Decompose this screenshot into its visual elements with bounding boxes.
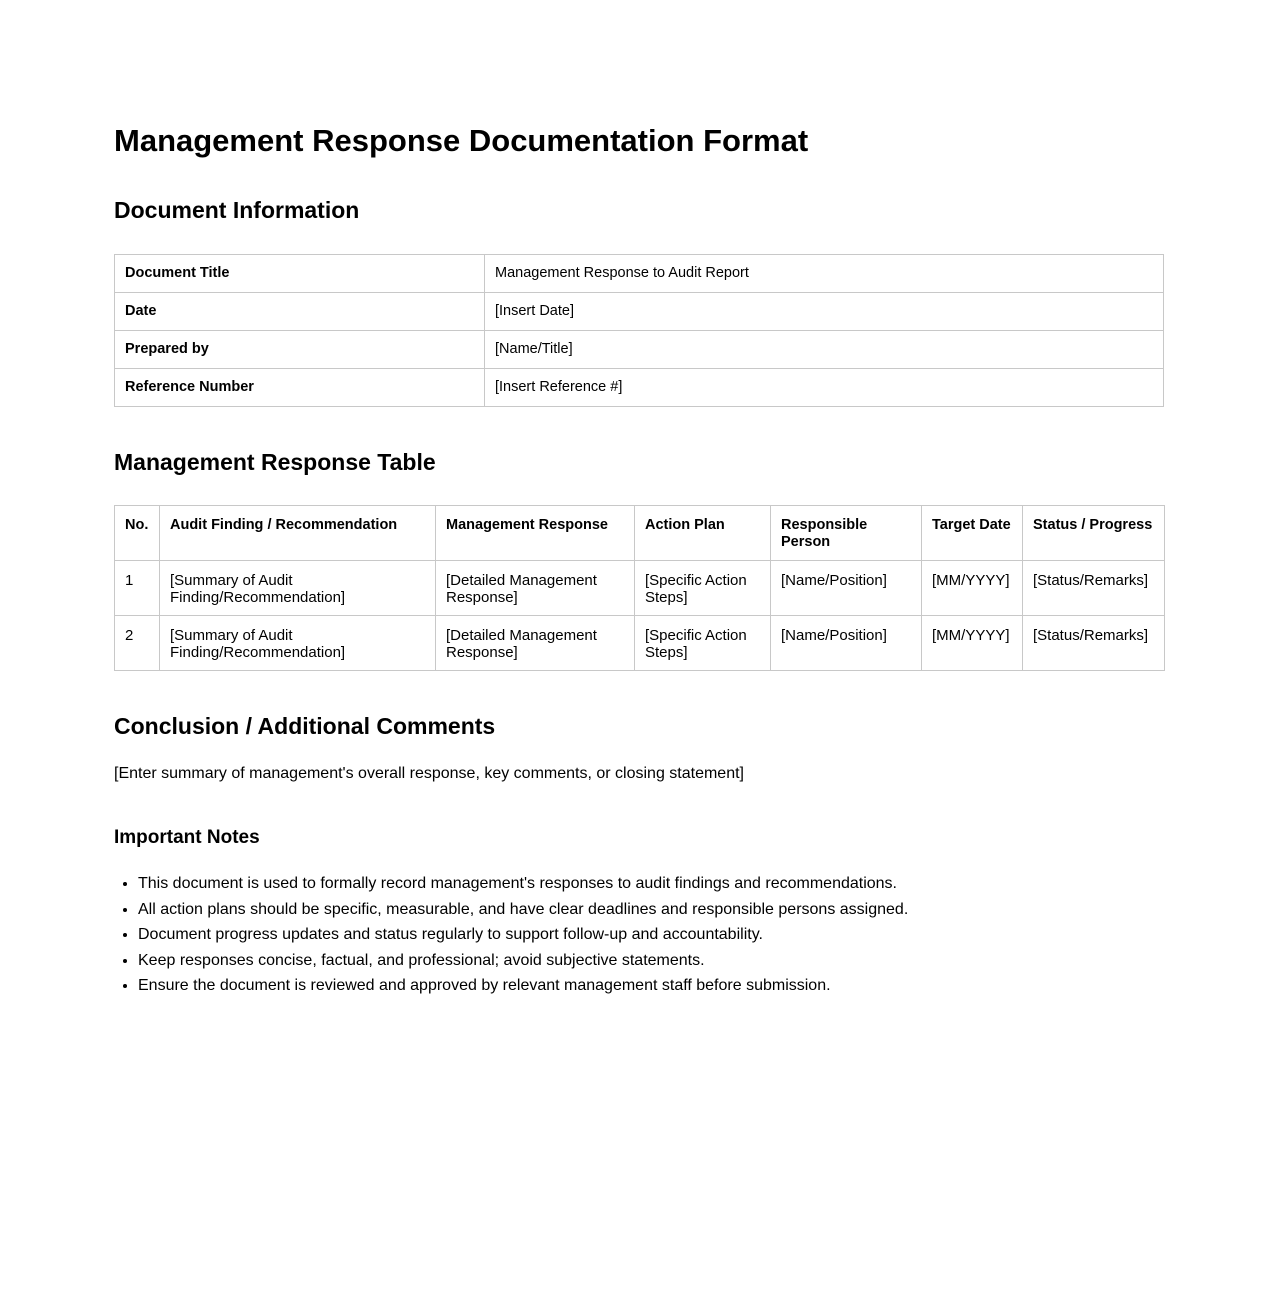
- column-header-no: No.: [115, 506, 160, 561]
- list-item: • Ensure the document is reviewed and approved by relevant management staff before submission.: [138, 973, 908, 999]
- list-item: • All action plans should be specific, measurable, and have clear deadlines and responsible persons assigned.: [138, 897, 908, 923]
- table-header-row: [115, 506, 1165, 561]
- cell-management-response: [Detailed Management Response]: [436, 616, 635, 671]
- column-header-status-progress: Status / Progress: [1023, 506, 1165, 561]
- cell-responsible-person: [Name/Position]: [771, 616, 922, 671]
- column-header-action-plan: Action Plan: [635, 506, 771, 561]
- info-value: [Insert Reference #]: [485, 369, 1164, 407]
- table-row: [115, 255, 1164, 293]
- cell-status-progress: [Status/Remarks]: [1023, 561, 1165, 616]
- important-notes-list: [114, 871, 908, 999]
- document-information-heading: Document Information: [114, 197, 360, 223]
- column-header-responsible-person: Responsible Person: [771, 506, 922, 561]
- conclusion-heading: Conclusion / Additional Comments: [114, 713, 496, 739]
- info-label: Reference Number: [115, 369, 485, 407]
- cell-responsible-person: [Name/Position]: [771, 561, 922, 616]
- column-header-management-response: Management Response: [436, 506, 635, 561]
- cell-audit-finding: [Summary of Audit Finding/Recommendation]: [160, 561, 436, 616]
- list-item: • Keep responses concise, factual, and professional; avoid subjective statements.: [138, 948, 908, 974]
- management-response-heading: Management Response Table: [114, 449, 436, 475]
- cell-target-date: [MM/YYYY]: [922, 561, 1023, 616]
- cell-status-progress: [Status/Remarks]: [1023, 616, 1165, 671]
- info-value: Management Response to Audit Report: [485, 255, 1164, 293]
- management-response-table: [114, 505, 1165, 671]
- cell-management-response: [Detailed Management Response]: [436, 561, 635, 616]
- table-row: [115, 293, 1164, 331]
- column-header-audit-finding: Audit Finding / Recommendation: [160, 506, 436, 561]
- document-information-table: [114, 254, 1164, 407]
- cell-no: 1: [115, 561, 160, 616]
- table-row: [115, 369, 1164, 407]
- info-value: [Insert Date]: [485, 293, 1164, 331]
- info-label: Prepared by: [115, 331, 485, 369]
- info-value: [Name/Title]: [485, 331, 1164, 369]
- page-title: Management Response Documentation Format: [114, 123, 809, 158]
- cell-no: 2: [115, 616, 160, 671]
- table-row: [115, 561, 1165, 616]
- cell-target-date: [MM/YYYY]: [922, 616, 1023, 671]
- important-notes-heading: Important Notes: [114, 827, 260, 848]
- conclusion-text: [Enter summary of management's overall response, key comments, or closing statement]: [114, 765, 744, 782]
- cell-action-plan: [Specific Action Steps]: [635, 616, 771, 671]
- table-row: [115, 616, 1165, 671]
- cell-action-plan: [Specific Action Steps]: [635, 561, 771, 616]
- column-header-target-date: Target Date: [922, 506, 1023, 561]
- cell-audit-finding: [Summary of Audit Finding/Recommendation]: [160, 616, 436, 671]
- info-label: Date: [115, 293, 485, 331]
- info-label: Document Title: [115, 255, 485, 293]
- list-item: • This document is used to formally record management's responses to audit findings and recommendations.: [138, 871, 908, 897]
- list-item: • Document progress updates and status regularly to support follow-up and accountability.: [138, 922, 908, 948]
- table-row: [115, 331, 1164, 369]
